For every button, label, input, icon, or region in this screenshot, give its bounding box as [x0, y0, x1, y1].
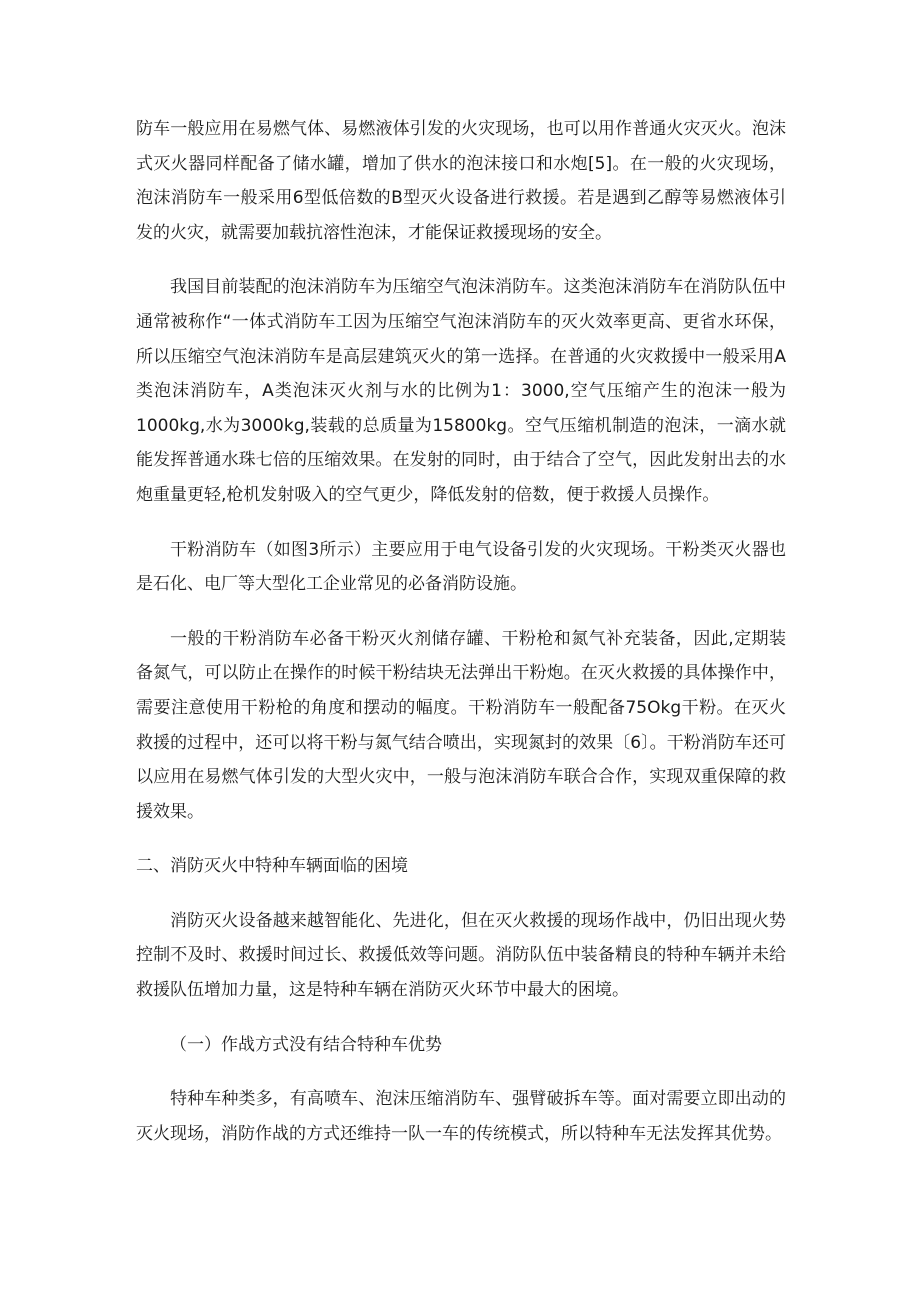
paragraph-dry-powder-intro: 干粉消防车（如图3所示）主要应用于电气设备引发的火灾现场。干粉类灭火器也是石化、电厂等大型化工企业常见的必备消防设施。: [136, 539, 786, 595]
paragraph-compressed-air-foam: 我国目前装配的泡沫消防车为压缩空气泡沫消防车。这类泡沫消防车在消防队伍中通常被称作“一体式消防车工因为压缩空气泡沫消防车的灭火效率更高、更省水环保，所以压缩空气泡沫消防车是高层建筑灭火的第一选择。在普通的火灾救援中一般采用A类泡沫消防车，A类泡沫灭火剂与水的比例为1：3000,空气压缩产生的泡沫一般为1000kg,水为3000kg,装载的总质量为15800kg。空气压缩机制造的泡沫，一滴水就能发挥普通水珠七倍的压缩效果。在发射的同时，由于结合了空气，因此发射出去的水炮重量更轻,枪机发射吸入的空气更少，降低发射的倍数，便于救援人员操作。: [136, 277, 786, 505]
paragraph-special-vehicles: 特种车种类多，有高喷车、泡沫压缩消防车、强臂破拆车等。面对需要立即出动的灭火现场，消防作战的方式还维持一队一车的传统模式，所以特种车无法发挥其优势。: [136, 1089, 786, 1144]
paragraph-dry-powder-equipment: 一般的干粉消防车必备干粉灭火剂储存罐、干粉枪和氮气补充装备，因此,定期装备氮气，可以防止在操作的时候干粉结块无法弹出干粉炮。在灭火救援的具体操作中，需要注意使用干粉枪的角度和摆动的幅度。干粉消防车一般配备75Okg干粉。在灭火救援的过程中，还可以将干粉与氮气结合喷出，实现氮封的效果〔6〕。干粉消防车还可以应用在易燃气体引发的大型火灾中，一般与泡沫消防车联合合作，实现双重保障的救援效果。: [136, 628, 786, 822]
subsection-heading: （一）作战方式没有结合特种车优势: [170, 1034, 442, 1055]
section-heading: 二、消防灭火中特种车辆面临的困境: [136, 856, 408, 877]
document-body: [136, 112, 786, 1171]
paragraph-section-difficulties: 消防灭火设备越来越智能化、先进化，但在灭火救援的现场作战中，仍旧出现火势控制不及时、救援时间过长、救援低效等问题。消防队伍中装备精良的特种车辆并未给救援队伍增加力量，这是特种车辆在消防灭火环节中最大的困境。: [136, 910, 786, 1001]
paragraph-foam-truck-usage: 防车一般应用在易燃气体、易燃液体引发的火灾现场，也可以用作普通火灾灭火。泡沫式灭火器同样配备了储水罐，增加了供水的泡沫接口和水炮[5]。在一般的火灾现场，泡沫消防车一般采用6型低倍数的B型灭火设备进行救援。若是遇到乙醇等易燃液体引发的火灾，就需要加载抗溶性泡沫，才能保证救援现场的安全。: [136, 119, 786, 243]
